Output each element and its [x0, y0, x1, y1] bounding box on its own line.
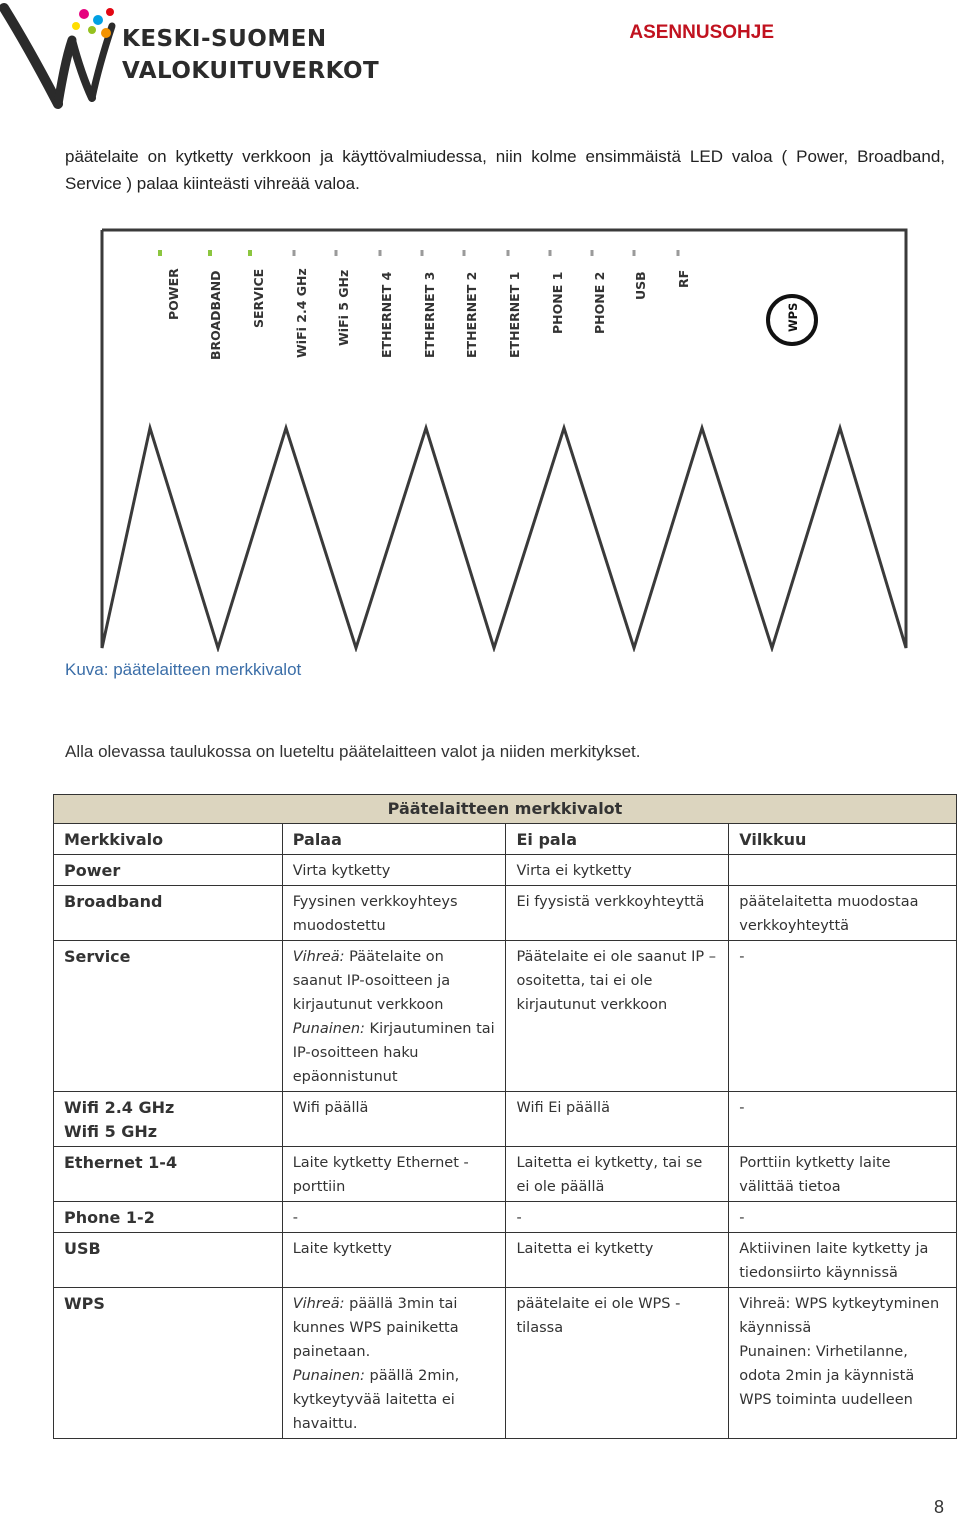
brand-name-line2: VALOKUITUVERKOT — [122, 58, 380, 84]
table-row-wifi — [54, 1092, 957, 1147]
blink-green: Vihreä: WPS kytkeytyminen käynnissä — [739, 1296, 940, 1336]
row-label — [54, 1092, 283, 1147]
table-row-ethernet — [54, 1147, 957, 1202]
led-label-ethernet1: ETHERNET 1 — [507, 271, 522, 358]
cell-off: Wifi Ei päällä — [506, 1092, 729, 1147]
led-table — [53, 794, 957, 1439]
led-label-wifi5: WiFi 5 GHz — [336, 269, 351, 346]
led-label-wifi24: WiFi 2.4 GHz — [294, 268, 309, 358]
col-header-blink: Vilkkuu — [729, 824, 957, 855]
figure-caption: Kuva: päätelaitteen merkkivalot — [65, 660, 302, 679]
red-text: päällä 2min, kytkeytyvää laitetta ei havaittu. — [292, 1368, 460, 1432]
cell-on — [282, 1288, 506, 1439]
row-label: Service — [54, 941, 283, 1092]
cell-off: Ei fyysistä verkkoyhteyttä — [506, 886, 729, 941]
blink-red: Punainen: Virhetilanne, odota 2min ja käynnistä WPS toiminta uudelleen — [739, 1344, 915, 1408]
led-label-ethernet3: ETHERNET 3 — [422, 271, 437, 358]
green-text: päällä 3min tai kunnes WPS painiketta painetaan. — [292, 1296, 459, 1360]
cell-on: - — [282, 1202, 506, 1233]
cell-on: Laite kytketty — [282, 1233, 506, 1288]
row-label: Power — [54, 855, 283, 886]
cell-blink: - — [729, 1202, 957, 1233]
table-title-row — [54, 795, 957, 824]
green-label: Vihreä: — [292, 949, 345, 965]
led-label-rf: RF — [676, 269, 691, 288]
led-label-service: SERVICE — [251, 268, 266, 328]
row-label: USB — [54, 1233, 283, 1288]
row-label: Phone 1-2 — [54, 1202, 283, 1233]
table-row-power — [54, 855, 957, 886]
table-row-service — [54, 941, 957, 1092]
table-row-usb — [54, 1233, 957, 1288]
green-label: Vihreä: — [292, 1296, 345, 1312]
red-label: Punainen: — [292, 1368, 365, 1384]
wifi-24-label: Wifi 2.4 GHz — [64, 1098, 175, 1117]
red-text: Kirjautuminen tai IP-osoitteen haku epäonnistunut — [292, 1021, 495, 1085]
intro-text: Alla olevassa taulukossa on lueteltu päätelaitteen valot ja niiden merkitykset. — [65, 742, 641, 761]
led-label-ethernet2: ETHERNET 2 — [464, 271, 479, 358]
led-label-phone2: PHONE 2 — [592, 271, 607, 334]
green-text: Päätelaite on saanut IP-osoitteen ja kirjautunut verkkoon — [292, 949, 451, 1013]
cell-on: Fyysinen verkkoyhteys muodostettu — [282, 886, 506, 941]
company-logo — [0, 0, 380, 112]
led-label-ethernet4: ETHERNET 4 — [379, 271, 394, 358]
table-row-wps — [54, 1288, 957, 1439]
led-label-power: POWER — [166, 268, 181, 320]
cell-on: Laite kytketty Ethernet -porttiin — [282, 1147, 506, 1202]
row-label: Ethernet 1-4 — [54, 1147, 283, 1202]
table-title: Päätelaitteen merkkivalot — [54, 795, 957, 824]
cell-on — [282, 941, 506, 1092]
cell-blink — [729, 1288, 957, 1439]
col-header-off: Ei pala — [506, 824, 729, 855]
cell-blink: Aktiivinen laite kytketty ja tiedonsiirto käynnissä — [729, 1233, 957, 1288]
wifi-5-label: Wifi 5 GHz — [64, 1122, 158, 1141]
row-label: WPS — [54, 1288, 283, 1439]
red-label: Punainen: — [292, 1021, 365, 1037]
device-led-diagram — [98, 228, 910, 652]
led-label-phone1: PHONE 1 — [550, 271, 565, 334]
brand-name-line1: KESKI-SUOMEN — [122, 26, 327, 52]
cell-off: - — [506, 1202, 729, 1233]
body-paragraph: päätelaite on kytketty verkkoon ja käyttövalmiudessa, niin kolme ensimmäistä LED valoa ( Power, Broadband, Service ) palaa kiinteästi vihreää valoa. — [65, 147, 945, 193]
cell-on: Virta kytketty — [282, 855, 506, 886]
cell-blink — [729, 855, 957, 886]
page-number: 8 — [933, 1497, 944, 1517]
logo-mark — [0, 0, 330, 112]
cell-blink: päätelaitetta muodostaa verkkoyhteyttä — [729, 886, 957, 941]
table-row-broadband — [54, 886, 957, 941]
cell-on: Wifi päällä — [282, 1092, 506, 1147]
cell-blink: - — [729, 1092, 957, 1147]
cell-off: Laitetta ei kytketty — [506, 1233, 729, 1288]
led-label-usb: USB — [633, 271, 648, 300]
cell-off: päätelaite ei ole WPS -tilassa — [506, 1288, 729, 1439]
row-label: Broadband — [54, 886, 283, 941]
document-type: ASENNUSOHJE — [629, 22, 774, 43]
col-header-on: Palaa — [282, 824, 506, 855]
wps-button — [768, 296, 816, 344]
cell-off: Päätelaite ei ole saanut IP –osoitetta, tai ei ole kirjautunut verkkoon — [506, 941, 729, 1092]
table-row-phone — [54, 1202, 957, 1233]
wps-label: WPS — [786, 302, 800, 332]
col-header-led: Merkkivalo — [54, 824, 283, 855]
cell-off: Laitetta ei kytketty, tai se ei ole päällä — [506, 1147, 729, 1202]
cell-off: Virta ei kytketty — [506, 855, 729, 886]
table-header-row — [54, 824, 957, 855]
cell-blink: - — [729, 941, 957, 1092]
cell-blink: Porttiin kytketty laite välittää tietoa — [729, 1147, 957, 1202]
led-label-broadband: BROADBAND — [208, 270, 223, 360]
